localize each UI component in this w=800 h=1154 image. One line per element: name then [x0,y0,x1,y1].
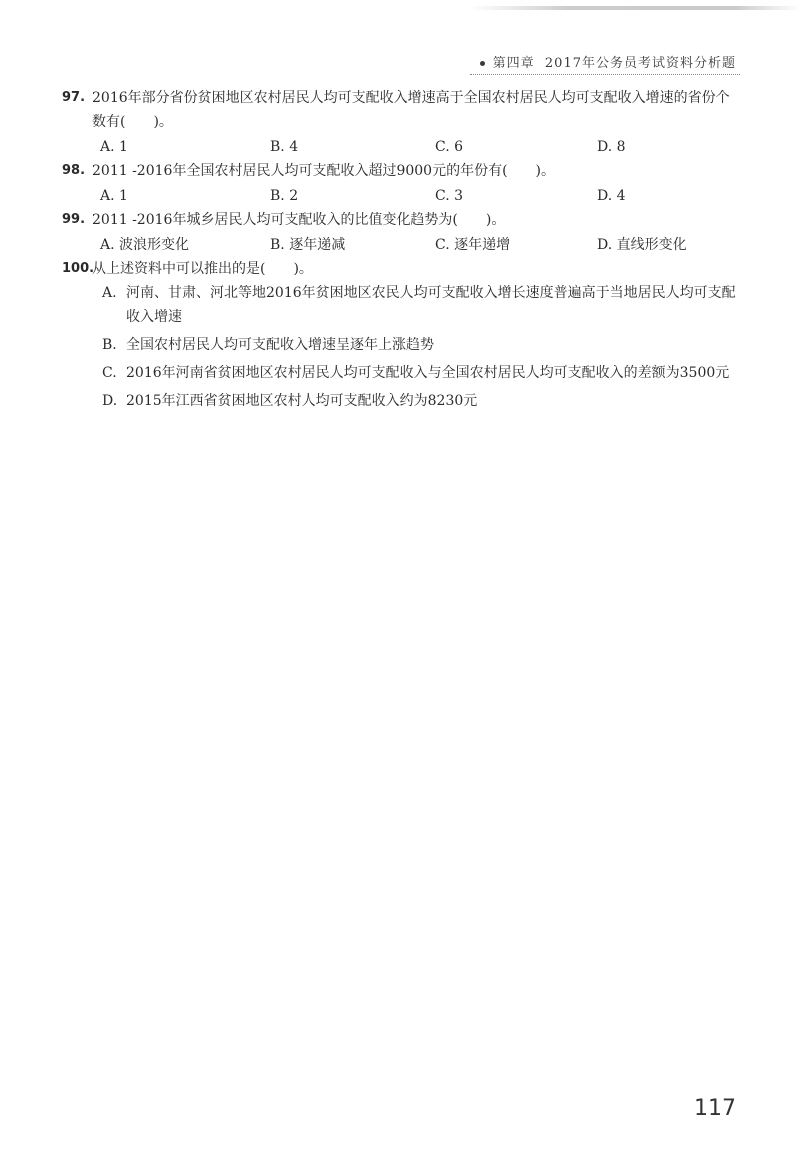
bullet-icon [480,61,485,66]
question-stem: 2016年部分省份贫困地区农村居民人均可支配收入增速高于全国农村居民人均可支配收入增速的省份个数有( )。 [92,90,730,130]
option-b [102,333,742,357]
option-d: D. 直线形变化 [597,236,687,253]
option-c [102,361,742,385]
option-a [102,281,742,329]
option-a: A. 波浪形变化 [100,236,190,253]
option-a: A. 1 [100,138,128,155]
options-row [100,232,742,257]
option-d: D. 4 [597,187,626,204]
question-stem: 从上述资料中可以推出的是( )。 [92,261,313,277]
option-letter: A. [102,285,117,301]
option-letter: C. [102,365,117,381]
option-letter: D. [102,393,118,409]
option-b: B. 4 [270,138,299,155]
option-b: B. 2 [270,187,299,204]
question-98 [62,159,742,183]
options-row [100,134,742,159]
option-c: C. 逐年递增 [435,236,511,253]
option-text: 全国农村居民人均可支配收入增速呈逐年上涨趋势 [126,337,434,353]
scan-edge-artifact [470,6,800,10]
question-number: 99. [62,212,86,227]
option-text: 2015年江西省贫困地区农村人均可支配收入约为8230元 [126,393,478,409]
question-number: 98. [62,163,86,178]
running-header [480,52,736,71]
question-97 [62,86,742,134]
question-number: 100. [62,261,95,276]
question-99 [62,208,742,232]
question-stem: 2011 -2016年全国农村居民人均可支配收入超过9000元的年份有( )。 [92,163,555,179]
question-list [62,86,742,417]
options-block [102,281,742,413]
option-c: C. 3 [435,187,464,204]
question-number: 97. [62,90,86,105]
option-d: D. 8 [597,138,626,155]
option-b: B. 逐年递减 [270,236,346,253]
option-text: 2016年河南省贫困地区农村居民人均可支配收入与全国农村居民人均可支配收入的差额为3500元 [126,365,730,381]
page-number: 117 [694,1096,736,1121]
question-100 [62,257,742,281]
option-text: 河南、甘肃、河北等地2016年贫困地区农民人均可支配收入增长速度普遍高于当地居民人均可支配收入增速 [126,285,736,325]
header-title: 2017年公务员考试资料分析题 [544,56,736,71]
option-d [102,389,742,413]
question-stem: 2011 -2016年城乡居民人均可支配收入的比值变化趋势为( )。 [92,212,506,228]
option-a: A. 1 [100,187,128,204]
header-rule [470,74,740,75]
option-letter: B. [102,337,117,353]
options-row [100,183,742,208]
option-c: C. 6 [435,138,464,155]
header-chapter: 第四章 [492,56,535,71]
